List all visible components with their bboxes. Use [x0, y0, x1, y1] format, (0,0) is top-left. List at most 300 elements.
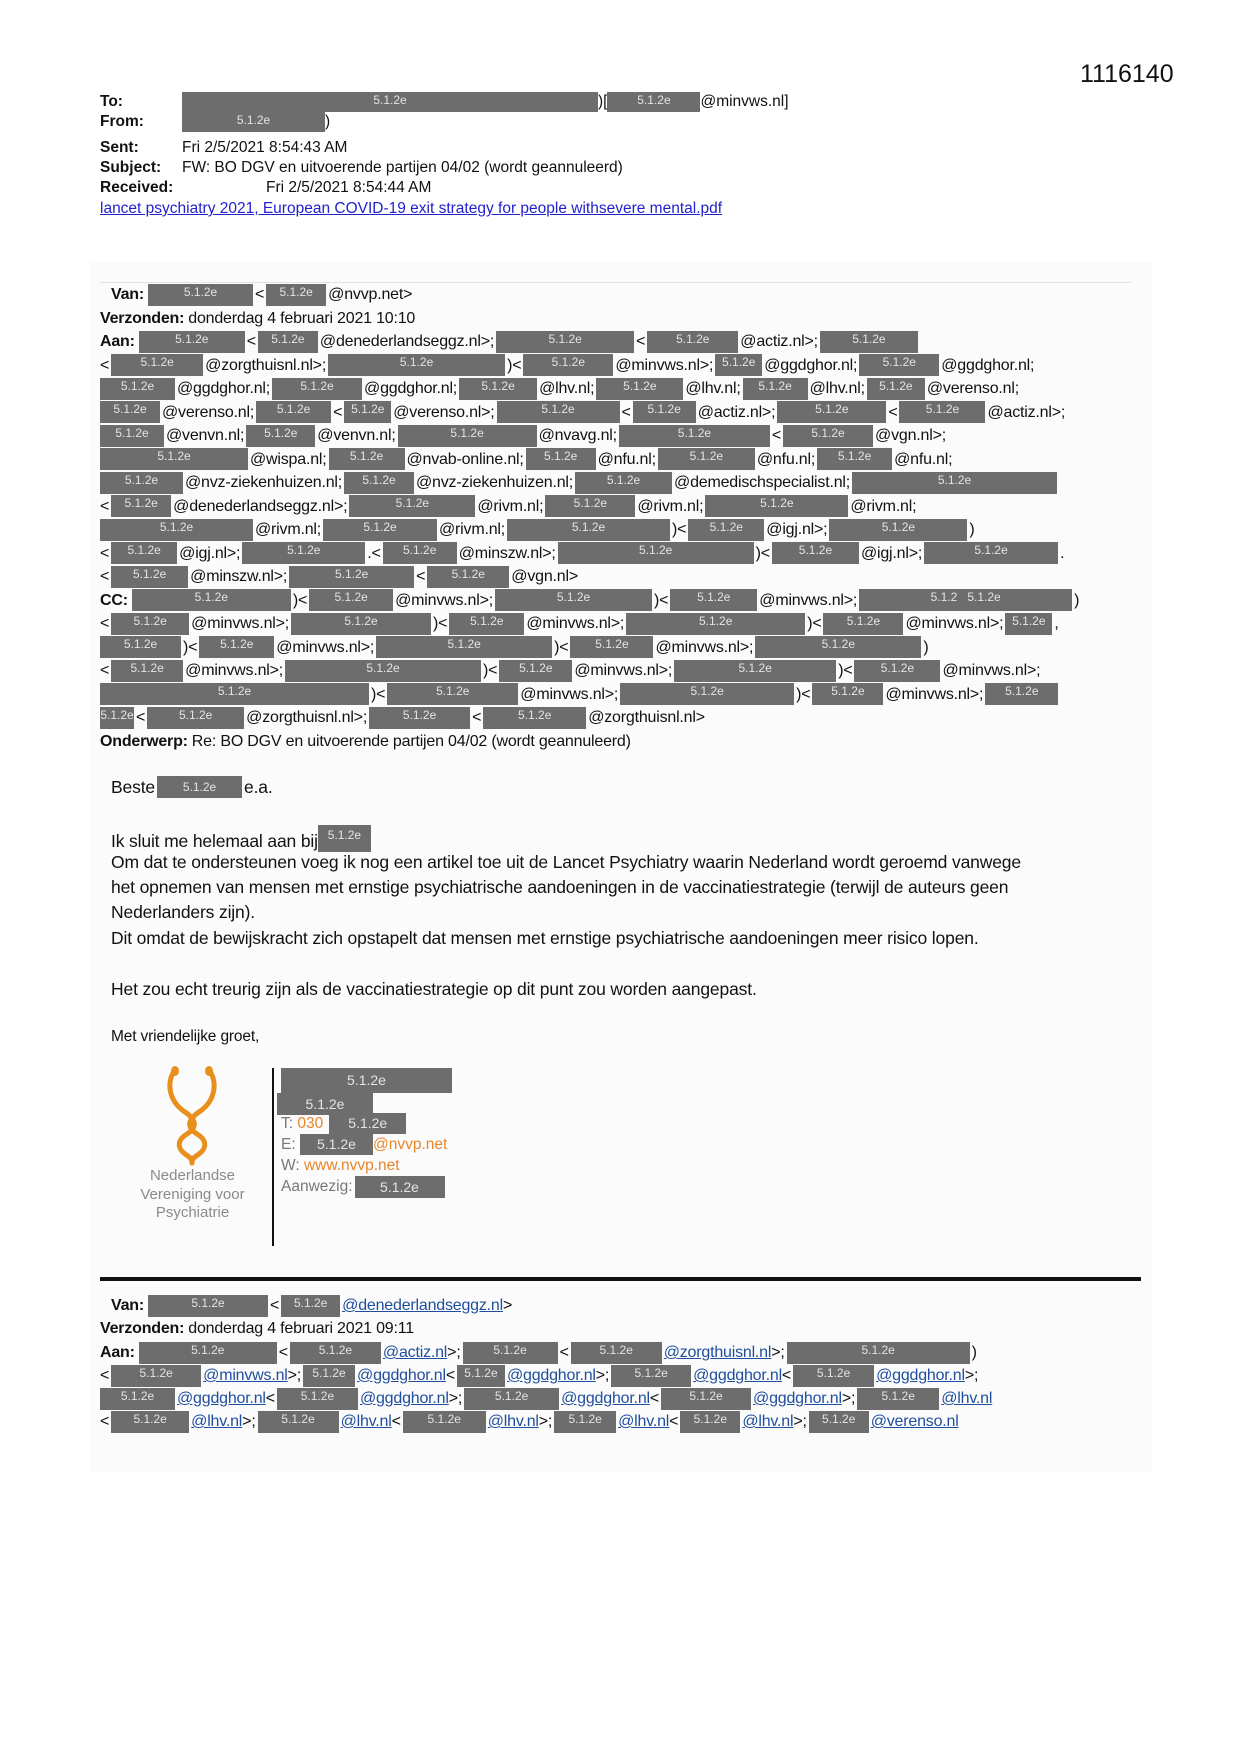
redaction-box: 5.1.2e [148, 1295, 268, 1317]
redaction-box: 5.1.2e [715, 354, 762, 376]
recipient-text: @zorgthuisnl.nl>; [246, 709, 368, 726]
redaction-box: 5.1.2e [242, 542, 365, 564]
redaction-box: 5.1.2e [100, 401, 160, 423]
recipient-text: @ggdghor.nl; [177, 380, 271, 397]
recipient-text: @zorgthuisnl.nl> [588, 709, 705, 726]
web-link[interactable]: www.nvvp.net [303, 1157, 400, 1174]
recipient-text: @vgn.nl> [511, 568, 578, 585]
recipient-text: )< [433, 615, 448, 632]
redaction-box: 5.1.2e [545, 495, 635, 517]
redaction-box: 5.1.2e [329, 1113, 406, 1134]
email-link[interactable]: @ggdghor.nl [359, 1390, 449, 1407]
header-subject [100, 158, 623, 178]
recipient-text: > [502, 1297, 513, 1314]
logo-text: Psychiatrie [155, 1204, 230, 1221]
body-text: Om dat te ondersteunen voeg ik nog een artikel toe uit de Lancet Psychiatry waarin Nederland wordt geroemd vanwege [111, 852, 1021, 872]
recipient-text: @actiz.nl>; [697, 403, 776, 421]
recipient-text: < [265, 1390, 275, 1407]
greeting-suffix: e.a. [244, 776, 273, 797]
redaction-box: 5.1.2e [787, 1342, 970, 1364]
received-value: Fri 2/5/2021 8:54:44 AM [266, 179, 432, 196]
recipient-text: @igj.nl>; [179, 544, 241, 562]
redaction-box: 5.1.2e [111, 1411, 189, 1433]
redaction-box: 5.1.2e [817, 448, 892, 470]
redaction-box: 5.1.2e [772, 542, 859, 564]
recipient-text: @minvws.nl>; [615, 356, 714, 374]
redaction-box: 5.1.2e [318, 825, 371, 852]
redaction-box: 5.1.2e [670, 589, 757, 611]
header-line [100, 542, 1066, 566]
redaction-box: 5.1.2e [398, 425, 537, 447]
email-link[interactable]: @lhv.nl [340, 1413, 392, 1430]
recipient-text: < [100, 662, 110, 679]
redaction-box: 5.1.2e [1005, 613, 1052, 635]
logo-text: Nederlandse [149, 1167, 236, 1184]
header-line [100, 565, 580, 589]
redaction-box: 5.1.2e [285, 660, 481, 682]
redaction-box: 5.1.2e [570, 636, 653, 658]
redaction-box: 5.1.2e [554, 1411, 616, 1433]
recipient-text: @nvavg.nl; [538, 427, 617, 444]
recipient-text: @rivm.nl; [850, 497, 917, 515]
email-link[interactable]: @lhv.nl [487, 1413, 539, 1430]
redaction-box: 5.1.2e [809, 1411, 869, 1433]
recipient-text: >; [595, 1367, 610, 1384]
recipient-text: )< [507, 356, 522, 374]
recipient-text: @minszw.nl>; [190, 568, 288, 585]
recipient-text: < [100, 568, 110, 585]
redaction-box: 5.1.2e [100, 472, 183, 494]
recipient-text: < [888, 403, 898, 421]
header-line [100, 1364, 980, 1388]
header-line [100, 471, 1059, 495]
phone-label: T: [281, 1115, 294, 1132]
recipient-text: < [781, 1367, 792, 1384]
recipient-text: >; [287, 1367, 302, 1384]
header-line [100, 1387, 992, 1411]
signature-email [281, 1134, 447, 1155]
field-label: Aan: [100, 333, 135, 350]
recipient-text: >; [447, 1344, 461, 1361]
redaction-box: 5.1.2e [111, 495, 171, 517]
recipient-text: )< [292, 591, 308, 609]
redaction-box: 5.1.2e [526, 448, 596, 470]
redaction-box: 5.1.2e [111, 613, 189, 635]
redaction-box: 5.1.2e [867, 378, 925, 400]
document-number: 1116140 [1080, 60, 1174, 88]
recipient-text: @nvz-ziekenhuizen.nl; [185, 474, 343, 491]
recipient-text: @minvws.nl>; [942, 662, 1041, 679]
greeting [111, 776, 273, 798]
redaction-box: 5.1.2e [182, 92, 598, 112]
redaction-box: 5.1.2e [111, 566, 188, 588]
recipient-text: )< [796, 685, 811, 703]
email-link[interactable]: @verenso.nl [870, 1413, 959, 1430]
web-label: W: [281, 1157, 300, 1174]
header-line [100, 518, 977, 542]
header-line [100, 448, 954, 472]
recipient-text: @nvab-online.nl; [406, 450, 524, 468]
recipient-text: @verenso.nl>; [393, 403, 495, 421]
redaction-box: 5.1.2e [355, 1176, 445, 1198]
header-line [100, 354, 1036, 378]
redaction-box: 5.1.2e [281, 1068, 452, 1093]
redaction-box: 5.1.2e [661, 1388, 751, 1410]
redaction-box: 5.1.2e [899, 401, 985, 423]
recipient-text: >; [793, 1413, 807, 1430]
recipient-text: @minvws.nl>; [655, 638, 754, 656]
recipient-text: @rivm.nl; [637, 497, 704, 515]
email-link[interactable]: @ggdghor.nl [177, 1390, 266, 1407]
recipient-text: @vgn.nl>; [875, 427, 946, 444]
header-received [100, 178, 432, 198]
redaction-box: 5.1.2e [256, 401, 331, 423]
email-link[interactable]: @zorgthuisnl.nl [663, 1344, 772, 1361]
email-link[interactable]: @actiz.nl [382, 1344, 448, 1361]
header-line [111, 1294, 514, 1318]
email-link[interactable]: @ggdghor.nl [506, 1367, 596, 1384]
redaction-box: 5.1.2e [289, 566, 414, 588]
redaction-box: 5.1.2e [820, 331, 918, 353]
sent-value: Fri 2/5/2021 8:54:43 AM [182, 139, 348, 156]
redaction-box: 5.1.2e [620, 683, 794, 705]
signature-phone [281, 1113, 406, 1134]
email-label: E: [281, 1136, 296, 1153]
header-from [100, 112, 331, 132]
recipient-text: @denederlandseggz.nl>; [319, 333, 495, 350]
redaction-box: 5.1.2e [571, 1342, 662, 1364]
email-link[interactable]: @minvws.nl [203, 1367, 288, 1384]
redaction-box: 5.1.2e [619, 425, 770, 447]
redaction-box: 5.1.2e [449, 613, 524, 635]
redaction-box: 5.1.2e [463, 1342, 558, 1364]
redaction-box: 5.1.2e [111, 1365, 201, 1387]
recipient-text: < [649, 1390, 660, 1407]
recipient-text: @igj.nl>; [860, 544, 923, 562]
recipient-text: @nvz-ziekenhuizen.nl; [416, 474, 574, 491]
header-line [100, 307, 417, 331]
field-label: Onderwerp: [100, 732, 188, 750]
recipient-text: < [636, 333, 646, 350]
header-line [100, 683, 1060, 707]
redaction-box: 5.1.2e [300, 1134, 373, 1155]
redaction-box: 5.1.2e [611, 1365, 691, 1387]
redaction-box: 5.1.2e [111, 354, 203, 376]
redaction-box: 5.1.2e [777, 401, 886, 423]
header-line [100, 401, 1067, 425]
subject-value: FW: BO DGV en uitvoerende partijen 04/02 (wordt geannuleerd) [182, 159, 623, 176]
redaction-box: 5.1.2e [783, 425, 873, 447]
from-suffix: ) [325, 113, 331, 130]
redaction-box: 5.1.2e [658, 448, 755, 470]
redaction-box: 5.1.2e [100, 636, 181, 658]
recipient-text: @minvws.nl>; [191, 615, 290, 632]
recipient-text: @nvvp.net> [328, 286, 413, 303]
redaction-box: 5.1.2e [499, 660, 572, 682]
redaction-box: 5.1.2e [328, 354, 505, 376]
redaction-box: 5.1.2e [674, 660, 836, 682]
header-line [100, 330, 920, 354]
recipient-text: < [100, 1367, 110, 1384]
body-paragraph-1 [111, 825, 371, 852]
recipient-text: @lhv.nl; [539, 380, 595, 397]
redaction-box: 5.1.2e [387, 683, 518, 705]
email-link[interactable]: @ggdghor.nl [561, 1390, 650, 1407]
greeting-text: Beste [111, 776, 155, 797]
redaction-box: 5.1.2e [507, 519, 670, 541]
redaction-box: 5.1.2e [344, 401, 391, 423]
redaction-box: 5.1.2e [859, 354, 939, 376]
redaction-box: 5.1.2e [427, 566, 509, 588]
recipient-text: >; [964, 1367, 979, 1384]
signature-divider [272, 1068, 274, 1246]
attachment-link[interactable]: lancet psychiatry 2021, European COVID-19 exit strategy for people withsevere mental.pdf [100, 200, 723, 217]
recipient-text: @lhv.nl; [809, 380, 865, 397]
field-label: Aan: [100, 1344, 135, 1361]
redaction-box: 5.1.2e [100, 425, 164, 447]
recipient-text: @minvws.nl>; [759, 591, 858, 609]
recipient-text: @minvws.nl>; [520, 685, 619, 703]
redaction-box: 5.1.2e [924, 542, 1058, 564]
recipient-text: Re: BO DGV en uitvoerende partijen 04/02 (wordt geannuleerd) [191, 732, 631, 750]
header-sent [100, 138, 348, 158]
redaction-box: 5.1.2e [376, 636, 552, 658]
redaction-box: 5.1.2e [100, 519, 253, 541]
redaction-box: 5.1.2e [344, 472, 414, 494]
recipient-text: < [270, 1297, 280, 1314]
redaction-box: 5.1.2e [383, 542, 457, 564]
header-line [100, 1341, 979, 1365]
header-line [100, 730, 633, 754]
redaction-box: 5.1.2e [743, 378, 808, 400]
recipient-text: < [559, 1344, 569, 1361]
redaction-box: 5.1.2e [464, 1388, 559, 1410]
redaction-box: 5.1.2e [277, 1388, 358, 1410]
signature-presence [281, 1176, 445, 1198]
recipient-text: .< [367, 544, 381, 562]
recipient-text: ) [969, 521, 975, 538]
body-text: Nederlanders zijn). [111, 902, 256, 922]
redaction-box: 5.1.2e [277, 1093, 373, 1115]
email-link[interactable]: @ggdghor.nl [876, 1367, 965, 1384]
recipient-text: @zorgthuisnl.nl>; [205, 356, 327, 374]
field-label: Verzonden: [100, 309, 185, 327]
redaction-box: 5.1.2e [139, 331, 245, 353]
recipient-text: @verenso.nl; [162, 403, 255, 421]
closing: Met vriendelijke groet, [111, 1028, 260, 1045]
recipient-text: ) [1074, 591, 1080, 609]
recipient-text: @rivm.nl; [477, 497, 544, 515]
recipient-text: @minvws.nl>; [905, 615, 1004, 632]
redaction-box: 5.1.2e [246, 425, 315, 447]
logo-text: Vereniging voor [140, 1185, 245, 1203]
redaction-box: 5.1.2e [303, 1365, 355, 1387]
email-link[interactable]: @ggdghor.nl [693, 1367, 782, 1384]
message-separator [100, 1277, 1141, 1281]
redaction-box: 5.1.2e [793, 1365, 874, 1387]
caduceus-logo-icon [163, 1066, 221, 1166]
recipient-text: @minszw.nl>; [458, 544, 556, 562]
redaction-box: 5.1.2e [459, 378, 537, 400]
recipient-text: < [255, 286, 265, 303]
redaction-box: 5.1.2e [812, 683, 883, 705]
recipient-text: ) [971, 1344, 977, 1361]
redaction-box: 5.1.2e [100, 683, 369, 705]
redaction-box: 5.1.2e [558, 542, 754, 564]
redaction-box: 5.1.2e [100, 378, 175, 400]
redaction-box: 5.1.2e [323, 519, 437, 541]
redaction-box: 5.1.2e [705, 495, 848, 517]
to-address: @minvws.nl] [700, 93, 789, 110]
redaction-box: 5.1.2e [823, 613, 903, 635]
recipient-text: @minvws.nl>; [574, 662, 673, 679]
recipient-text: @actiz.nl>; [740, 333, 818, 350]
recipient-text: @ggdghor.nl; [364, 380, 458, 397]
recipient-text: @ggdghor.nl; [764, 356, 858, 374]
recipient-text: @actiz.nl>; [987, 403, 1066, 421]
header-line [100, 636, 930, 660]
redaction-box: 5.1.2e [147, 707, 244, 729]
recipient-text: < [100, 544, 110, 562]
redaction-box: 5.1.2e [403, 1411, 486, 1433]
recipient-text: < [333, 403, 343, 421]
recipient-text: ) [923, 638, 929, 656]
recipient-text: < [472, 709, 482, 726]
email-link[interactable]: @ggdghor.nl [357, 1367, 446, 1384]
email-link[interactable]: @lhv.nl [191, 1413, 243, 1430]
redaction-box: 5.1.2e [309, 589, 393, 611]
recipient-text: @minvws.nl>; [885, 685, 984, 703]
received-label: Received: [100, 179, 174, 196]
header-line [100, 589, 1081, 613]
recipient-text: )< [554, 638, 569, 656]
recipient-text: )< [672, 521, 687, 538]
redaction-box: 5.1.2e [755, 636, 921, 658]
redaction-box: 5.1.2e [688, 519, 764, 541]
recipient-text: @minvws.nl>; [185, 662, 284, 679]
recipient-text: donderdag 4 februari 2021 10:10 [188, 309, 416, 327]
redaction-box: 5.1.2e [369, 707, 470, 729]
redaction-box: 5.1.2e [985, 683, 1058, 705]
body-text: Het zou echt treurig zijn als de vaccinatiestrategie op dit punt zou worden aangepast. [111, 979, 757, 999]
redaction-box: 5.1.2e [157, 776, 242, 798]
recipient-text: @wispa.nl; [250, 450, 327, 468]
presence-label: Aanwezig: [281, 1178, 353, 1195]
redaction-box: 5.1.2e [290, 1342, 381, 1364]
redaction-box: 5.1.2e [100, 448, 248, 470]
redaction-box: 5.1.2e [258, 1411, 339, 1433]
recipient-text: < [669, 1413, 679, 1430]
logo-caption [130, 1167, 255, 1223]
to-separator: )[ [598, 93, 608, 110]
redaction-box: 5.1.2e [457, 1365, 505, 1387]
redaction-box: 5.1.2e [575, 472, 672, 494]
header-line [100, 1410, 959, 1434]
recipient-text: )< [183, 638, 198, 656]
recipient-text: < [100, 356, 110, 374]
recipient-text: @venvn.nl; [317, 427, 396, 444]
email-link[interactable]: @lhv.nl [742, 1413, 794, 1430]
recipient-text: @lhv.nl; [685, 380, 741, 397]
redaction-box: 5.1.2e [680, 1411, 740, 1433]
sent-label: Sent: [100, 139, 139, 156]
recipient-text: @demedischspecialist.nl; [674, 474, 850, 491]
email-link[interactable]: @lhv.nl [941, 1390, 993, 1407]
recipient-text: @denederlandseggz.nl>; [173, 497, 348, 515]
redaction-box: 5.1.2 5.1.2e [859, 589, 1072, 611]
recipient-text: < [136, 709, 146, 726]
recipient-text: )< [838, 662, 853, 679]
redaction-box: 5.1.2e [633, 401, 696, 423]
phone-prefix: 030 [297, 1115, 324, 1132]
field-label: CC: [100, 591, 128, 609]
recipient-text: @nfu.nl; [597, 450, 656, 468]
email-link[interactable]: @ggdghor.nl [753, 1390, 842, 1407]
header-line [100, 495, 918, 519]
recipient-text: @rivm.nl; [439, 521, 505, 538]
redaction-box: 5.1.2e [647, 331, 738, 353]
recipient-text: @minvws.nl>; [395, 591, 493, 609]
redaction-box: 5.1.2e [132, 589, 291, 611]
field-label: Verzonden: [100, 1320, 185, 1337]
recipient-text: < [100, 1413, 110, 1430]
redaction-box: 5.1.2e [523, 354, 613, 376]
recipient-text: @minvws.nl>; [526, 615, 625, 632]
recipient-text: >; [242, 1413, 256, 1430]
recipient-text: < [621, 403, 631, 421]
email-link[interactable]: @lhv.nl [618, 1413, 670, 1430]
redaction-box: 5.1.2e [148, 284, 253, 306]
subject-label: Subject: [100, 159, 162, 176]
redaction-box: 5.1.2e [829, 519, 967, 541]
recipient-text: )< [654, 591, 669, 609]
redaction-box: 5.1.2e [596, 378, 683, 400]
header-to [100, 92, 789, 112]
redaction-box: 5.1.2e [139, 1342, 277, 1364]
email-link[interactable]: @denederlandseggz.nl [342, 1297, 503, 1314]
redaction-box: 5.1.2e [854, 660, 940, 682]
header-line [100, 612, 1061, 636]
recipient-text: @verenso.nl; [926, 380, 1019, 397]
body-text: Dit omdat de bewijskracht zich opstapelt dat mensen met ernstige psychiatrische aandoeningen meer risico lopen. [111, 928, 979, 948]
recipient-text: < [246, 333, 256, 350]
redaction-box: 5.1.2e [111, 542, 177, 564]
to-label: To: [100, 93, 123, 110]
redaction-box: 5.1.2e [281, 1295, 340, 1317]
header-line [100, 659, 1042, 683]
redaction-box: 5.1.2e [258, 331, 318, 353]
header-line [100, 1317, 416, 1341]
recipient-text: < [100, 497, 110, 515]
redaction-box: 5.1.2e [100, 1388, 175, 1410]
redaction-box: 5.1.2e [291, 613, 431, 635]
redaction-box: 5.1.2e [483, 707, 586, 729]
recipient-text: )< [755, 544, 770, 562]
redaction-box: 5.1.2e [496, 331, 634, 353]
body-text: het opnemen van mensen met ernstige psychiatrische aandoeningen in de vaccinatiestrategie (terwijl de auteurs geen [111, 877, 1009, 897]
recipient-text: @minvws.nl>; [276, 638, 375, 656]
recipient-text: < [278, 1344, 288, 1361]
recipient-text: @nfu.nl; [894, 450, 953, 468]
recipient-text: @rivm.nl; [255, 521, 321, 538]
recipient-text: >; [841, 1390, 856, 1407]
body-text: Ik sluit me helemaal aan bij [111, 831, 318, 851]
from-label: From: [100, 113, 144, 130]
signature-web [281, 1155, 400, 1176]
recipient-text: @ggdghor.nl; [941, 356, 1035, 374]
redaction-box: 5.1.2e [495, 589, 652, 611]
redaction-box: 5.1.2e [329, 448, 405, 470]
